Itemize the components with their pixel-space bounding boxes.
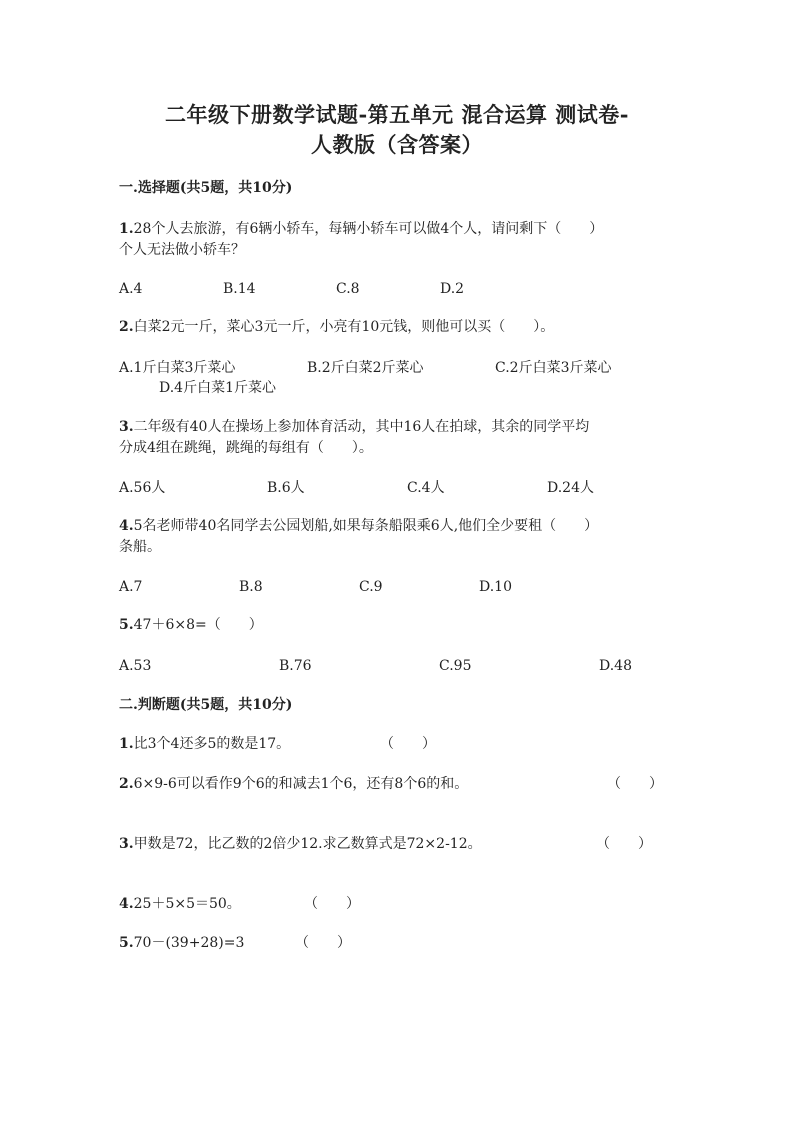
judgment-1-answer-blank: （ ） — [380, 736, 436, 752]
judgment-5-answer-blank: （ ） — [295, 935, 351, 951]
judgment-3-answer-blank: （ ） — [596, 836, 652, 852]
question-4-option-a: A.7 — [119, 579, 143, 595]
question-text: 28个人去旅游，有6辆小轿车，每辆小轿车可以做4个人，请问剩下（ ） — [133, 221, 604, 237]
question-text: 6×9-6可以看作9个6的和减去1个6，还有8个6的和。 — [133, 776, 469, 792]
question-3-line-1 — [119, 417, 589, 437]
question-4-line-2: 条船。 — [119, 539, 161, 555]
judgment-4-answer-blank: （ ） — [304, 896, 360, 912]
question-2-option-d: D.4斤白菜1斤菜心 — [159, 380, 276, 396]
question-1-option-a: A.4 — [119, 281, 143, 297]
judgment-1-text — [119, 734, 290, 754]
question-3-option-c: C.4人 — [407, 480, 445, 496]
question-5-option-b: B.76 — [279, 658, 312, 674]
question-number: 2. — [119, 776, 134, 792]
question-number: 1. — [119, 221, 134, 237]
judgment-4-text — [119, 894, 241, 914]
section-heading-choice: 一.选择题(共5题，共10分) — [119, 180, 293, 196]
page-title-line-2: 人教版（含答案） — [311, 132, 483, 157]
question-4-option-c: C.9 — [359, 579, 383, 595]
question-2-line-1 — [119, 317, 554, 337]
judgment-2-answer-blank: （ ） — [607, 776, 663, 792]
question-number: 5. — [119, 617, 134, 633]
question-4-line-1 — [119, 516, 598, 536]
question-3-option-a: A.56人 — [119, 480, 166, 496]
question-number: 3. — [119, 419, 134, 435]
question-5-line-1 — [119, 615, 263, 635]
question-4-option-b: B.8 — [239, 579, 263, 595]
question-text: 25＋5×5＝50。 — [133, 896, 241, 912]
question-text: 70－(39+28)=3 — [133, 935, 245, 951]
question-number: 1. — [119, 736, 134, 752]
question-4-option-d: D.10 — [479, 579, 512, 595]
question-2-option-c: C.2斤白菜3斤菜心 — [495, 360, 612, 376]
question-text: 二年级有40人在操场上参加体育活动，其中16人在拍球，其余的同学平均 — [133, 419, 590, 435]
question-3-option-d: D.24人 — [547, 480, 594, 496]
question-number: 4. — [119, 518, 134, 534]
judgment-2-text — [119, 774, 468, 794]
question-2-option-a: A.1斤白菜3斤菜心 — [119, 360, 236, 376]
question-1-line-2: 个人无法做小轿车？ — [119, 242, 245, 258]
question-number: 2. — [119, 319, 134, 335]
question-text: 47＋6×8=（ ） — [133, 617, 263, 633]
judgment-3-text — [119, 834, 482, 854]
question-number: 5. — [119, 935, 134, 951]
question-text: 比3个4还多5的数是17。 — [133, 736, 291, 752]
question-5-option-a: A.53 — [119, 658, 152, 674]
question-1-option-b: B.14 — [223, 281, 256, 297]
question-text: 甲数是72，比乙数的2倍少12.求乙数算式是72×2-12。 — [133, 836, 482, 852]
question-3-line-2: 分成4组在跳绳，跳绳的每组有（ ）。 — [119, 440, 373, 456]
question-1-line-1 — [119, 219, 603, 239]
question-number: 3. — [119, 836, 134, 852]
section-heading-judgment: 二.判断题(共5题，共10分) — [119, 697, 293, 713]
question-2-option-b: B.2斤白菜2斤菜心 — [307, 360, 424, 376]
page-title-line-1: 二年级下册数学试题-第五单元 混合运算 测试卷- — [164, 102, 630, 127]
question-text: 白菜2元一斤，菜心3元一斤，小亮有10元钱，则他可以买（ ）。 — [133, 319, 555, 335]
question-5-option-d: D.48 — [599, 658, 632, 674]
question-3-option-b: B.6人 — [267, 480, 305, 496]
question-text: 5名老师带40名同学去公园划船,如果每条船限乘6人,他们全少要租（ ） — [133, 518, 599, 534]
question-1-option-d: D.2 — [440, 281, 465, 297]
judgment-5-text — [119, 933, 244, 953]
question-5-option-c: C.95 — [439, 658, 472, 674]
question-1-option-c: C.8 — [336, 281, 360, 297]
question-number: 4. — [119, 896, 134, 912]
